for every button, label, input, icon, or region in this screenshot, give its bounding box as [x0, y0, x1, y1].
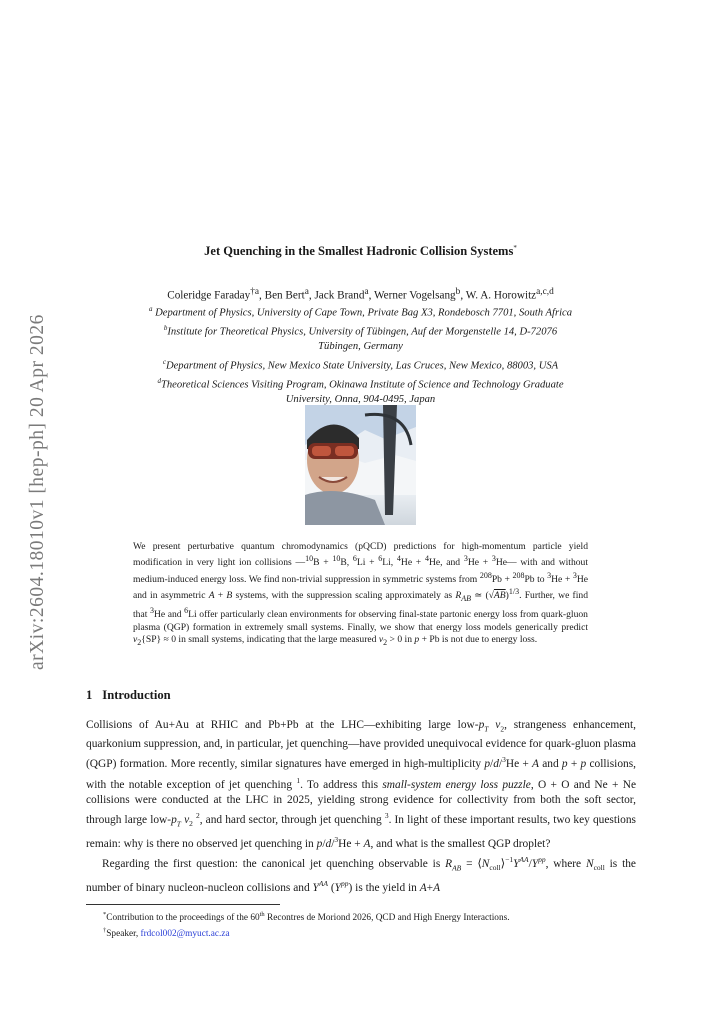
- footnote-contribution: *Contribution to the proceedings of the 60th Recontres de Moriond 2026, QCD and High Energy Interactions.: [103, 911, 510, 924]
- affiliation-list: [80, 302, 641, 407]
- footnote-speaker: †Speaker, frdcol002@myuct.ac.za: [103, 926, 230, 939]
- affiliation-a: $^a$ Department of Physics, University of Cape Town, Private Bag X3, Rondebosch 7701, South Africa: [148, 305, 573, 319]
- abstract: We present perturbative quantum chromodynamics (pQCD) predictions for high-momentum particle yield modification in very light ion collisions —$^{10}$B + $^{10}$B, $^6$Li + $^6$Li, $^4$He + $^4$He, and $^3$He + $^3$He— with and without medium-induced energy loss. We find non-trivial suppression in symmetric systems from $^{208}$Pb + $^{208}$Pb to $^3$He + $^3$He and in asymmetric A + B systems, with the suppression scaling approximately as $R_{AB}$ ≃ $(√AB)^{1/3}$. Further, we find that $^3$He and $^6$Li offer particularly clean environments for observing final-state partonic energy loss from quark-gluon plasma (QGP) formation in extremely small systems. Finally, we show that energy loss models generically predict $v_2\{SP\} \approx 0$ in small systems, indicating that the large measured $v_2 > 0$ in p + Pb is not due to energy loss.: [133, 541, 589, 647]
- section-number: 1: [86, 688, 93, 702]
- paragraph-1: Collisions of Au+Au at RHIC and Pb+Pb at the LHC—exhibiting large low-$p_T$ $v_2$, strangeness enhancement, quarkonium suppression, and, in particular, jet quenching—have provided unequivocal evidence for quark-gluon plasma (QGP) formation. More recently, similar signatures have emerged in high-multiplicity p/d/$^3$He + A and p + p collisions, with the notable exception of jet quenching $^1$. To address this small-system energy loss puzzle, O + O and Ne + Ne collisions were conducted at the LHC in 2025, yielding strong evidence for collectivity from both the soft sector, through large low-$p_T$ $v_2$ $^2$, and hard sector, through jet quenching $^3$. In light of these important results, two key questions remain: why is there no observed jet quenching in p/d/$^3$He + A, and what is the smallest QGP droplet?: [86, 719, 636, 850]
- speaker-photo: [305, 405, 416, 525]
- paragraph-2: Regarding the first question: the canonical jet quenching observable is $R_{AB}$ = $⟨N_{coll}⟩^{-1}Y^{AA}/Y^{pp}$, where $N_{coll}$ is the number of binary nucleon-nucleon collisions and $Y^{AA}$ $(Y^{pp})$ is the yield in A+A: [86, 855, 636, 894]
- author-list: Coleridge Faraday$^{\dagger a}$, Ben Bert$^a$, Jack Brand$^a$, Werner Vogelsang$^b$, W. A. Horowitz$^{a,c,d}$: [167, 287, 554, 302]
- paper-title: [100, 244, 621, 259]
- paper-title-text: Jet Quenching in the Smallest Hadronic Collision Systems: [204, 244, 514, 259]
- title-footnote-mark: *: [513, 244, 517, 252]
- body-text: [86, 718, 636, 896]
- section-title: Introduction: [102, 688, 171, 702]
- arxiv-stamp-text: arXiv:2604.18010v1 [hep-ph] 20 Apr 2026: [27, 314, 48, 670]
- footnote-rule: [86, 904, 280, 905]
- speaker-email-link[interactable]: frdcol002@myuct.ac.za: [140, 928, 230, 939]
- section-heading: [86, 688, 171, 703]
- affiliation-d: $^d$Theoretical Sciences Visiting Program, Okinawa Institute of Science and Technology Graduate University, Onna, 904-0495, Japan: [157, 376, 564, 405]
- speaker-photo-image: [305, 405, 416, 525]
- arxiv-identifier-stamp: [20, 290, 52, 670]
- footnotes: [103, 909, 643, 941]
- affiliation-b: $^b$Institute for Theoretical Physics, University of Tübingen, Auf der Morgenstelle 14, D-72076 Tübingen, Germany: [163, 324, 558, 353]
- affiliation-c: $^c$Department of Physics, New Mexico State University, Las Cruces, New Mexico, 88003, USA: [162, 357, 559, 372]
